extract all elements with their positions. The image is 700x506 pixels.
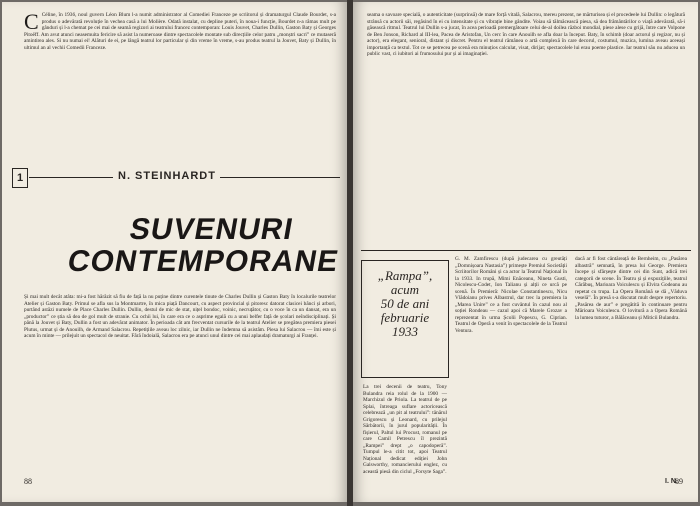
right-top-text: seama o savoare specială, o autenticitate (surprinsă) de mare forță vitală, Salacrou, mereu prezent, ne mărturisea și el procedeele lui Dullin: o legătură strânsă cu actorii săi, regăsind în ei cu intensitate și cu vibrație bine gândite. Voiau să tălmăcească piesa, să dea frământărilor o viață adevărată, să-i găsească ritmul. Teatrul lui Dullin s-a jucat, în acea perioadă premergătoare celui de-al doilea război mondial, piese alese cu grijă, între care Volpone de Ben Jonson, Richard al III-lea, Pacea de Aristofan, Un cerc în care Anouilh se afla doar la început. Baty, în schimb (doar actorul și regizor, nu și actor), era elegant, senioral, distant și discret. Pentru el teatrul rămânea o artă complexă în care decorul, costumul, muzica, lumina aveau aceeași importanță ca textul. Tot ce se petrecea pe scenă era minuțios calculat, visat, dirijat; spectacolele lui erau poeme plastice. Iar teatrul său nu aducea un public vast, ci iubitori ai frumosului pur și ai imaginației. (367, 12, 685, 57)
section-number: 1 (12, 168, 28, 188)
page-number-right: 89 (675, 477, 683, 486)
drop-cap: C (24, 12, 39, 34)
author-name: N. STEINHARDT (118, 170, 216, 182)
intro-paragraph (24, 12, 336, 160)
title-line-1: SUVENURI (127, 213, 297, 246)
rampa-title-line-1: „Rampa”, (377, 268, 433, 283)
rampa-title (362, 269, 448, 339)
rampa-column-3: dacă ar fi fost cântăreață de Bernheim, cu „Pasărea albastră” semnată, în presa lui George. Premiera începe și sfârșește dintre cei din Sunt, adică trei categorii de scene. În Teatru și și expozițiile, teatrul Cărăbuș, Marioara Voiculescu și Elvira Godeanu au repetat cu trupa. La Opera Română se dă „Văduva veselă”. În presă s-a discutat mult despre repertoriu. „Pasărea de aur” e pregătită în continuare pentru Mărioara Voiculescu. O lovitură a a Opera Română la lumea tuturor, a Bălăceanu și Miticii Bulandra. (575, 256, 687, 321)
rampa-column-1: La trei decenii de teatru, Tony Bulandra reia rolul de la 1900 — Marchizul de Priola. La teatrul de pe Splai, întreaga suflare actoricească celebrează „un pit al teatrului”: tânărul Grigorescu și Leonard, cu prilejul Sărbătorii, în jurul popularității. În fișierul, Paltul lui Procust, romanul pe care Camil Petrescu îl prezintă „Rampei” drept „o capodoperă”. Tumpul le-a citit tot, apoi Teatrul Național dedicat ediției John Galsworthy, romancierului englez, cu această piesă din ciclul „Forsyte Saga”. (363, 384, 447, 475)
section-rule-left (29, 177, 113, 178)
rampa-title-line-3: 50 de ani (380, 296, 430, 311)
section-rule-right (220, 177, 340, 178)
rampa-title-box (361, 260, 449, 378)
title-line-2: CONTEMPORANE (65, 245, 342, 278)
right-page (353, 2, 698, 502)
intro-text: Céline, în 1936, noul guvern Léon Blum l-a numit administrator al Comediei Franceze pe scriitorul și dramaturgul Claude Bourdet, s-a produs o adevărată revoluție în vechea casă a lui Molière. Odată instalat, cu depline puteri, în noua-i funcție, Bourdet n-a rămas mult pe gânduri și l-a chemat pe cei mai de seamă regizori ai teatrului francez contemporan: Louis Jouvet, Charles Dullin, Gaston Baty și Georges Pitoëff. Am avut atunci neasemuita fericire să asist la numeroase dintre spectacolele montate sub direcțiile celor patru „monștri sacri” ce mutaseră amintirea ales. Si nu numai ei! Alături de ei, pe lângă teatrul lor particular și din vreme în vreme, s-au produs teatrul la Jouvet, Baty și Dullin, în ultimul an al vechii Comedii Franceze. (24, 12, 336, 51)
rampa-column-2: G. M. Zamfirescu (după judecarea cu greutăți „Domnișoara Nastasia”) primește Premiul Societății Scriitorilor Români și ca actor la Teatrul Național în la 1933. In trupă, Mimi Enăceanu, Nineta Gusti, Nicolescu-Codet, Ion Talianu și alții ce urcă pe scenă. În Premieră: Nicolae Constantinescu, Nicu Vlădoianu prives Albastrul, dar trec la premiera la „Marea Unire” ce a fost cuvântul în cazul nou al soției Rondeau — cazul apoi că Marele Grozav a reprezentat în urma Școlii Popescu, G. Ciprian. Teatrul de Operă a venit în spectacolele de la Teatrul Ventura. (455, 256, 567, 334)
left-page (2, 2, 347, 502)
rampa-title-line-2: acum (390, 282, 420, 297)
body-paragraph: Și mai mult decât atâta: mi-a fost hărăzit să fiu de față la nu puține dintre curentele tinute de Charles Dullin și Gaston Baty în localurile teatrelor Atelier și Gaston Baty. Primul se afla sus la Montmartre, în mica piață Dancourt, cu aspect provincial și pitoresc datorat clasicei bănci și arbori, purtând astăzi numele de Place Charles Dullin. Dullin, destul de mic de stat, nițel bondoc, voinic, necruțător, cu o voce în ca un dansat, era un „productor” ce știa să dea de gol mult de stranie. Cu ochii lui, în care era ce o asprime egală cu a unui belfer față de școlari neîndisciplinați. Și până la Jouvet și Baty, Dullin a fost un adevărat animator. În perioada cât am frecventat cursurile de la teatrul Atelier se pregătea premiera piesei Plutus, urmat și de Anouilh, de Armand Salacrou. Repetițiile aveau loc zilnic, iar Dullin ne îndemna să asistăm. Piesa lui Salacrou — îmi este și acum în minte — prilejuit un spectacol de neuitat. Fără îndoială, Salacrou era pe atunci unul dintre cei mai aplaudați dramaturgi ai Franței. (24, 294, 336, 339)
page-number-left: 88 (24, 477, 32, 486)
signature: I. N. (665, 478, 678, 485)
article-title (65, 213, 342, 284)
rampa-rule (361, 250, 691, 251)
rampa-title-line-5: 1933 (392, 324, 418, 339)
rampa-title-line-4: februarie (380, 310, 430, 325)
